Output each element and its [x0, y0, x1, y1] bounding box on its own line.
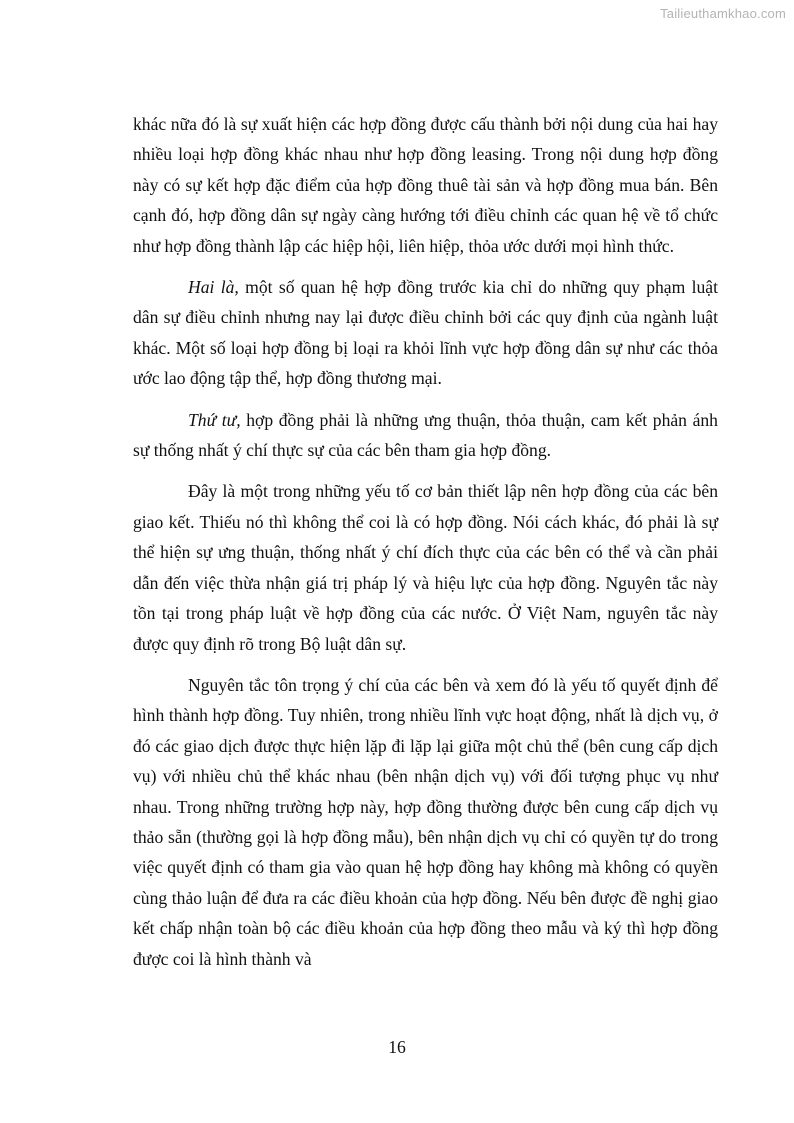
paragraph-nguyen-tac — [133, 670, 718, 974]
paragraph-text: khác nữa đó là sự xuất hiện các hợp đồng được cấu thành bởi nội dung của hai hay nhiều loại hợp đồng khác nhau như hợp đồng leasing. Trong nội dung hợp đồng này có sự kết hợp đặc điểm của hợp đồng thuê tài sản và hợp đồng mua bán. Bên cạnh đó, hợp đồng dân sự ngày càng hướng tới điều chỉnh các quan hệ về tổ chức như hợp đồng thành lập các hiệp hội, liên hiệp, thỏa ước dưới mọi hình thức. — [133, 114, 718, 256]
paragraph-lead-italic: Hai là, — [188, 277, 239, 298]
paragraph-continuation — [133, 109, 718, 261]
paragraph-text: Đây là một trong những yếu tố cơ bản thiết lập nên hợp đồng của các bên giao kết. Thiếu nó thì không thể coi là có hợp đồng. Nói cách khác, đó phải là sự thể hiện sự ưng thuận, thống nhất ý chí đích thực của các bên có thể và cần phải dẫn đến việc thừa nhận giá trị pháp lý và hiệu lực của hợp đồng. Nguyên tắc này tồn tại trong pháp luật về hợp đồng của các nước. Ở Việt Nam, nguyên tắc này được quy định rõ trong Bộ luật dân sự. — [133, 481, 718, 654]
paragraph-text: hợp đồng phải là những ưng thuận, thỏa thuận, cam kết phản ánh sự thống nhất ý chí thực sự của các bên tham gia hợp đồng. — [133, 409, 718, 461]
paragraph-lead-italic: Thứ tư, — [188, 409, 241, 430]
paragraph-thu-tu — [133, 405, 718, 466]
paragraph-day-la — [133, 476, 718, 658]
document-body — [133, 109, 718, 985]
paragraph-hai-la — [133, 272, 718, 394]
page-number: 16 — [388, 1037, 406, 1057]
watermark-text: Tailieuthamkhao.com — [660, 6, 786, 21]
paragraph-text: Nguyên tắc tôn trọng ý chí của các bên và xem đó là yếu tố quyết định để hình thành hợp đồng. Tuy nhiên, trong nhiều lĩnh vực hoạt động, nhất là dịch vụ, ở đó các giao dịch được thực hiện lặp đi lặp lại giữa một chủ thể (bên cung cấp dịch vụ) với nhiều chủ thể khác nhau (bên nhận dịch vụ) với đối tượng phục vụ như nhau. Trong những trường hợp này, hợp đồng thường được bên cung cấp dịch vụ thảo sẵn (thường gọi là hợp đồng mẫu), bên nhận dịch vụ chỉ có quyền tự do trong việc quyết định có tham gia vào quan hệ hợp đồng hay không mà không có quyền cùng thảo luận để đưa ra các điều khoản của hợp đồng. Nếu bên được đề nghị giao kết chấp nhận toàn bộ các điều khoản của hợp đồng theo mẫu và ký thì hợp đồng được coi là hình thành và — [133, 674, 718, 969]
paragraph-text: một số quan hệ hợp đồng trước kia chỉ do những quy phạm luật dân sự điều chỉnh nhưng nay lại được điều chỉnh bởi các quy định của ngành luật khác. Một số loại hợp đồng bị loại ra khỏi lĩnh vực hợp đồng dân sự như các thỏa ước lao động tập thể, hợp đồng thương mại. — [133, 277, 718, 389]
